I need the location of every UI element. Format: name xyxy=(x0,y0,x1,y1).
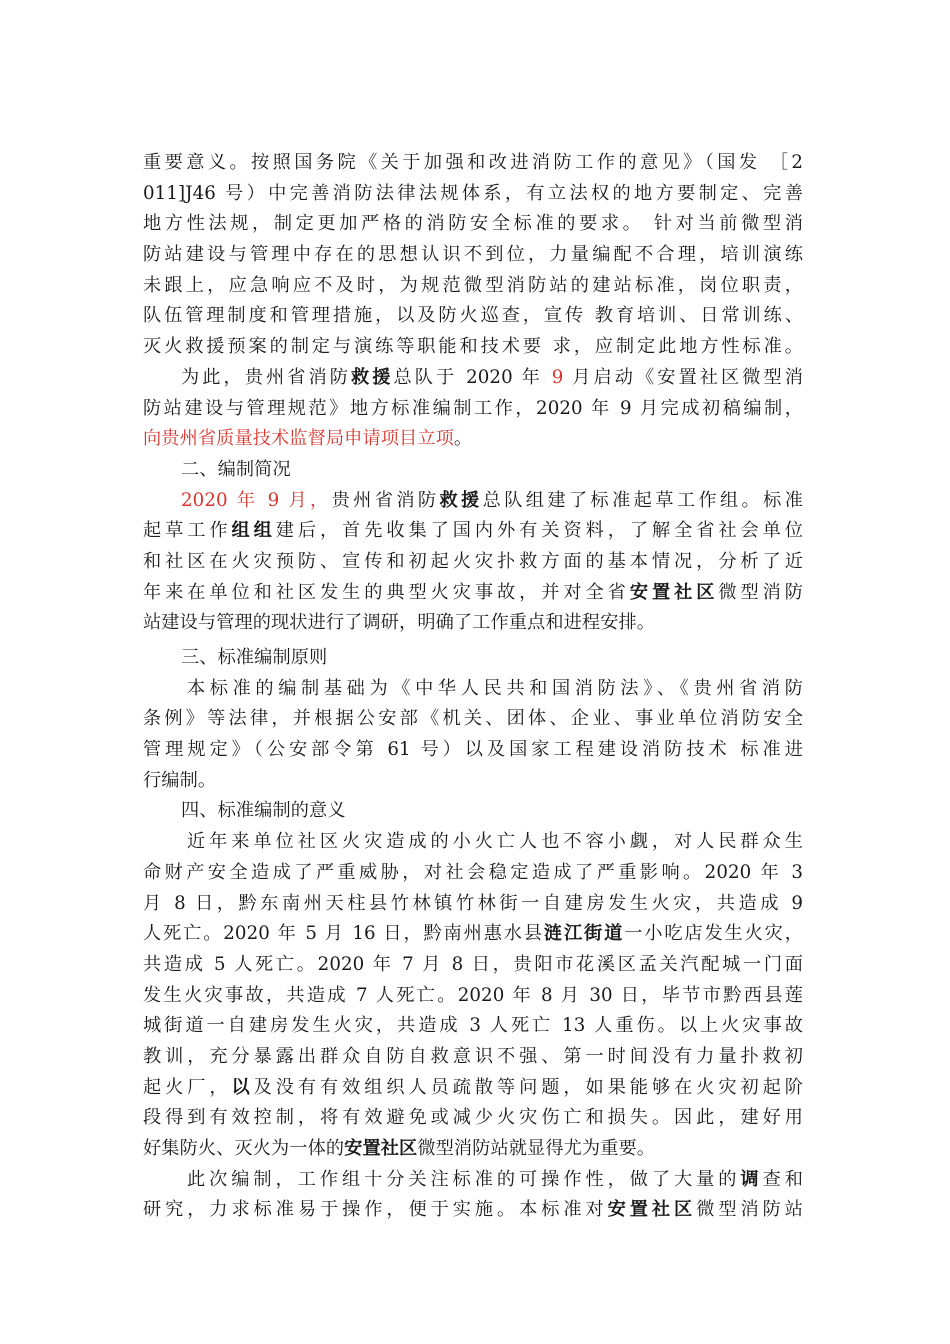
text-line xyxy=(143,240,803,271)
body-text: 研究，力求标准易于操作，便于实施。本标准对 xyxy=(143,1199,608,1221)
text-line xyxy=(143,578,803,609)
section-4-body xyxy=(143,827,803,1165)
text-line xyxy=(143,1134,803,1165)
body-text: 查和 xyxy=(762,1168,803,1190)
body-text: 好集防火、灭火为一体的 xyxy=(143,1138,345,1159)
body-text: 月启动《安置社区微型消 xyxy=(563,366,804,388)
body-text: 队伍管理制度和管理措施，以及防火巡查，宣传 教育培训、日常训练、 xyxy=(143,305,803,327)
body-text: 微型消防 xyxy=(718,581,803,603)
section-4-heading: 四、标准编制的意义 xyxy=(181,800,346,822)
body-text: 灭火救援预案的制定与演练等职能和技术要 求，应制定此地方性标准。 xyxy=(143,336,803,358)
body-text: 。 xyxy=(453,428,473,450)
body-text: 防站建设与管理规范》地方标准编制工作，2020 年 9 月完成初稿编制， xyxy=(143,397,803,419)
text-line xyxy=(143,981,803,1012)
body-text: 总队组建了标准起草工作组。标准 xyxy=(482,489,803,511)
body-text: 命财产安全造成了严重威胁，对社会稳定造成了严重影响。2020 年 3 xyxy=(143,861,803,883)
text-line xyxy=(143,889,803,920)
body-text: 条例》等法律，并根据公安部《机关、团体、企业、事业单位消防安全 xyxy=(143,708,803,730)
highlight-text: 向贵州省质量技术监督局申请项目立项 xyxy=(143,428,454,450)
body-text: 此次编制，工作组十分关注标准的可操作性，做了大量的 xyxy=(187,1168,741,1190)
body-text: 站建设与管理的现状进行了调研，明确了工作重点和进程安排。 xyxy=(143,612,656,634)
emphasis-text: 涟江街道 xyxy=(543,923,625,945)
launch-paragraph xyxy=(143,363,803,455)
text-line xyxy=(143,674,803,705)
body-text: 月 8 日，黔东南州天柱县竹林镇竹林街一自建房发生火灾，共造成 9 xyxy=(143,892,803,914)
body-text: 为此，贵州省消防 xyxy=(181,366,351,388)
body-text: 重要意义。按照国务院《关于加强和改进消防工作的意见》（国发 ［2 xyxy=(143,152,803,173)
body-text: 本标准的编制基础为《中华人民共和国消防法》、《贵州省消防 xyxy=(187,677,803,699)
text-line xyxy=(143,486,803,517)
body-text: 管理规定》（公安部令第 61 号）以及国家工程建设消防技术 标准进 xyxy=(143,739,803,761)
section-2-body xyxy=(143,486,803,639)
text-line xyxy=(143,1011,803,1042)
section-3-heading: 三、标准编制原则 xyxy=(181,647,328,668)
body-text: 微型消防站 xyxy=(696,1199,803,1221)
text-line xyxy=(143,516,803,547)
text-line xyxy=(143,363,803,394)
body-text: 发生火灾事故，共造成 7 人死亡。2020 年 8 月 30 日，毕节市黔西县莲 xyxy=(143,984,803,1006)
text-line xyxy=(143,827,803,858)
text-line xyxy=(143,858,803,889)
text-line xyxy=(143,1195,803,1226)
body-text: 起草工作 xyxy=(143,520,232,542)
body-text: 行编制。 xyxy=(143,769,217,791)
text-line xyxy=(143,608,803,639)
section-3-body xyxy=(143,674,803,797)
body-text: 未跟上，应急响应不及时，为规范微型消防站的建站标准，岗位职责， xyxy=(143,274,803,296)
closing-paragraph xyxy=(143,1165,803,1226)
text-line xyxy=(143,424,803,455)
body-text: 年来在单位和社区发生的典型火灾事故，并对全省 xyxy=(143,581,630,603)
emphasis-text: 安置社区 xyxy=(629,581,719,603)
text-line xyxy=(143,704,803,735)
highlight-text: 9 xyxy=(551,366,564,388)
emphasis-text: 组组 xyxy=(231,520,276,542)
text-line xyxy=(143,394,803,425)
text-line xyxy=(143,547,803,578)
emphasis-text: 安置社区 xyxy=(607,1199,697,1221)
emphasis-text: 调 xyxy=(740,1168,763,1190)
text-line xyxy=(143,735,803,766)
body-text: 贵州省消防 xyxy=(331,489,440,511)
body-text: 防站建设与管理中存在的思想认识不到位，力量编配不合理，培训演练 xyxy=(143,244,803,266)
body-text: 总队于 2020 年 xyxy=(393,366,552,388)
body-text: 建后，首先收集了国内外有关资料，了解全省社会单位 xyxy=(275,520,804,542)
body-text: 共造成 5 人死亡。2020 年 7 月 8 日，贵阳市花溪区孟关汽配城一门面 xyxy=(143,953,803,975)
text-line xyxy=(143,950,803,981)
body-text: 段得到有效控制，将有效避免或减少火灾伤亡和损失。因此，建好用 xyxy=(143,1107,803,1129)
text-line xyxy=(143,919,803,950)
text-line xyxy=(143,209,803,240)
text-line xyxy=(143,301,803,332)
intro-paragraph xyxy=(143,148,803,363)
body-text: 及没有有效组织人员疏散等问题，如果能够在火灾初起阶 xyxy=(253,1076,803,1098)
text-line xyxy=(143,271,803,302)
emphasis-text: 救援 xyxy=(351,366,394,388)
emphasis-text: 救援 xyxy=(439,489,483,511)
body-text: 近年来单位社区火灾造成的小火亡人也不容小觑，对人民群众生 xyxy=(187,831,803,853)
text-line xyxy=(143,1042,803,1073)
body-text: 起火厂， xyxy=(143,1076,232,1098)
body-text: 地方性法规，制定更加严格的消防安全标准的要求。 针对当前微型消 xyxy=(143,213,803,235)
emphasis-text: 安置社区 xyxy=(344,1138,418,1159)
text-line xyxy=(143,332,803,363)
body-text: 人死亡。2020 年 5 月 16 日，黔南州惠水县 xyxy=(143,923,544,945)
text-line xyxy=(143,1103,803,1134)
body-text: 011]J46 号）中完善消防法律法规体系，有立法权的地方要制定、完善 xyxy=(143,182,803,204)
text-line xyxy=(143,179,803,210)
body-text: 微型消防站就显得尤为重要。 xyxy=(417,1138,656,1159)
text-line xyxy=(143,148,803,179)
body-text: 城街道一自建房发生火灾，共造成 3 人死亡 13 人重伤。以上火灾事故 xyxy=(143,1015,803,1037)
section-2-heading: 二、编制简况 xyxy=(181,458,291,480)
text-line xyxy=(143,1165,803,1196)
text-line xyxy=(143,1073,803,1104)
highlight-text: 2020 年 9 月， xyxy=(181,489,332,511)
text-line xyxy=(143,766,803,797)
emphasis-text: 以 xyxy=(231,1076,254,1098)
body-text: 和社区在火灾预防、宣传和初起火灾扑救方面的基本情况，分析了近 xyxy=(143,550,803,572)
body-text: 教训，充分暴露出群众自防自救意识不强、第一时间没有力量扑救初 xyxy=(143,1045,803,1067)
document-page xyxy=(143,148,803,1226)
body-text: 一小吃店发生火灾， xyxy=(624,923,803,945)
